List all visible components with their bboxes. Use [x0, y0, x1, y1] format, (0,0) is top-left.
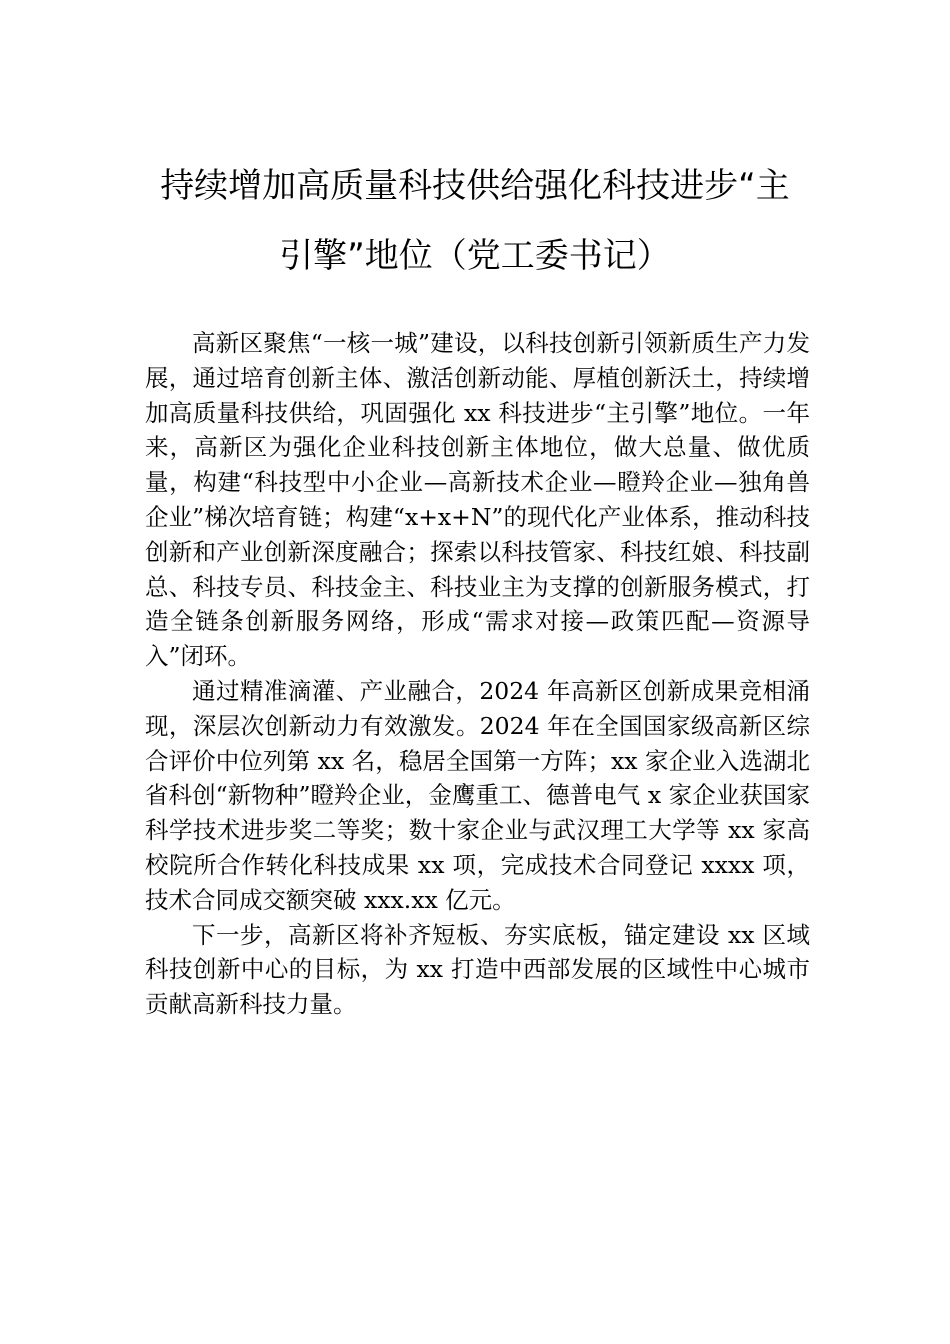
paragraph-1: 高新区聚焦“一核一城”建设，以科技创新引领新质生产力发展，通过培育创新主体、激活创新动能、厚植创新沃土，持续增加高质量科技供给，巩固强化 xx 科技进步“主引擎”地位。一年来，高新区为强化企业科技创新主体地位，做大总量、做优质量，构建“科技型中小企业—高新技术企业—瞪羚企业—独角兽企业”梯次培育链；构建“x+x+N”的现代化产业体系，推动科技创新和产业创新深度融合；探索以科技管家、科技红娘、科技副总、科技专员、科技金主、科技业主为支撑的创新服务模式，打造全链条创新服务网络，形成“需求对接—政策匹配—资源导入”闭环。: [145, 329, 810, 671]
document-title-line-2: 引擎”地位（党工委书记）: [279, 236, 671, 276]
document-title-line-1: 持续增加高质量科技供给强化科技进步“主: [160, 166, 790, 206]
paragraph-2: 通过精准滴灌、产业融合，2024 年高新区创新成果竞相涌现，深层次创新动力有效激发。2024 年在全国国家级高新区综合评价中位列第 xx 名，稳居全国第一方阵；xx 家企业入选湖北省科创“新物种”瞪羚企业，金鹰重工、德普电气 x 家企业获国家科学技术进步奖二等奖；数十家企业与武汉理工大学等 xx 家高校院所合作转化科技成果 xx 项，完成技术合同登记 xxxx 项，技术合同成交额突破 xxx.xx 亿元。: [145, 676, 810, 914]
paragraph-3: 下一步，高新区将补齐短板、夯实底板，锚定建设 xx 区域科技创新中心的目标，为 xx 打造中西部发展的区域性中心城市贡献高新科技力量。: [145, 920, 810, 1019]
document-body: [145, 326, 810, 1022]
